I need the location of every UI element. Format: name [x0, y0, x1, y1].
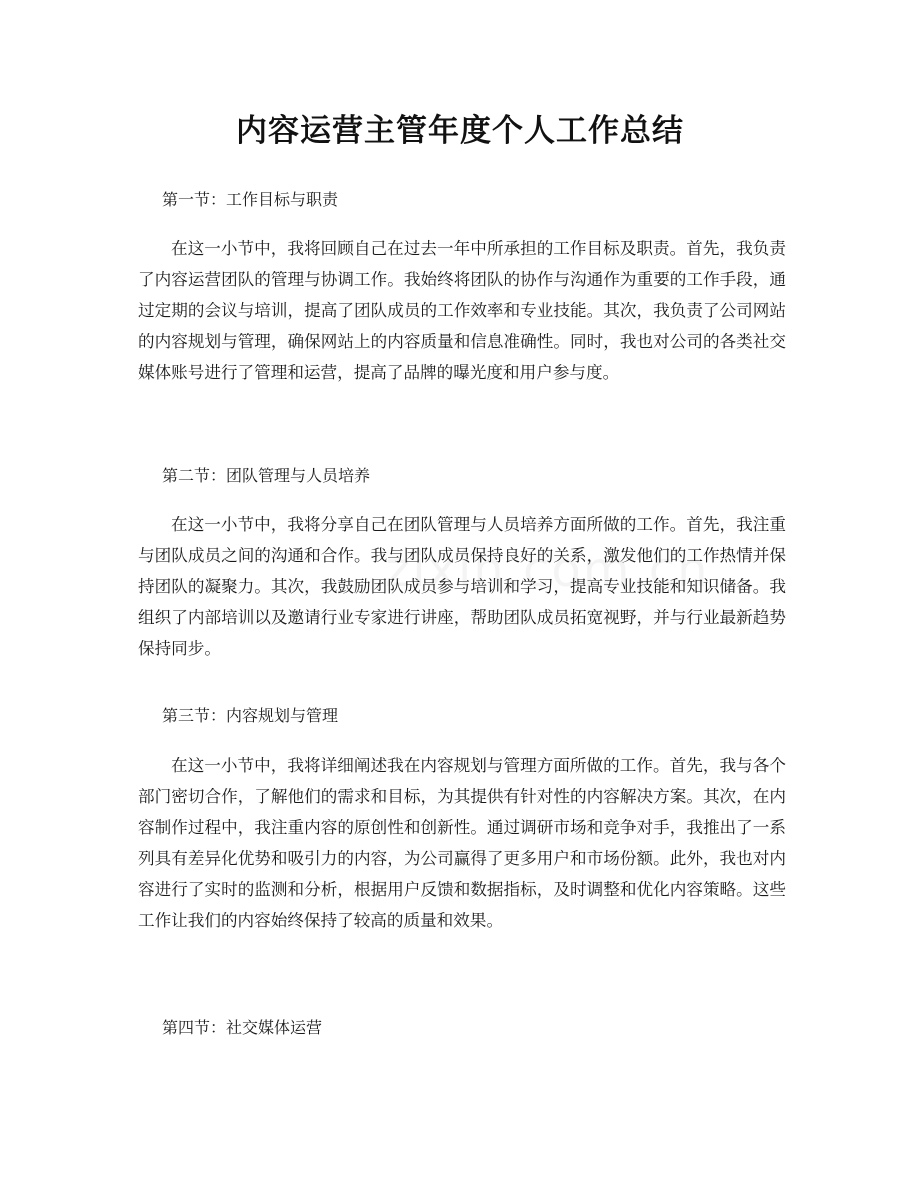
- section-3-heading: 第三节：内容规划与管理: [162, 706, 339, 725]
- section-4-heading: 第四节：社交媒体运营: [162, 1018, 323, 1037]
- document-title: 内容运营主管年度个人工作总结: [236, 113, 684, 149]
- section-2-heading: 第二节：团队管理与人员培养: [162, 466, 371, 485]
- section-1-body: 在这一小节中，我将回顾自己在过去一年中所承担的工作目标及职责。首先，我负责了内容运营团队的管理与协调工作。我始终将团队的协作与沟通作为重要的工作手段，通过定期的会议与培训，提高了团队成员的工作效率和专业技能。其次，我负责了公司网站的内容规划与管理，确保网站上的内容质量和信息准确性。同时，我也对公司的各类社交媒体账号进行了管理和运营，提高了品牌的曝光度和用户参与度。: [138, 239, 786, 382]
- section-2-body: 在这一小节中，我将分享自己在团队管理与人员培养方面所做的工作。首先，我注重与团队成员之间的沟通和合作。我与团队成员保持良好的关系，激发他们的工作热情并保持团队的凝聚力。其次，我鼓励团队成员参与培训和学习，提高专业技能和知识储备。我组织了内部培训以及邀请行业专家进行讲座，帮助团队成员拓宽视野，并与行业最新趋势保持同步。: [138, 515, 786, 658]
- section-1-heading: 第一节：工作目标与职责: [162, 190, 339, 209]
- section-3-body: 在这一小节中，我将详细阐述我在内容规划与管理方面所做的工作。首先，我与各个部门密切合作，了解他们的需求和目标，为其提供有针对性的内容解决方案。其次，在内容制作过程中，我注重内容的原创性和创新性。通过调研市场和竞争对手，我推出了一系列具有差异化优势和吸引力的内容，为公司赢得了更多用户和市场份额。此外，我也对内容进行了实时的监测和分析，根据用户反馈和数据指标，及时调整和优化内容策略。这些工作让我们的内容始终保持了较高的质量和效果。: [138, 756, 786, 930]
